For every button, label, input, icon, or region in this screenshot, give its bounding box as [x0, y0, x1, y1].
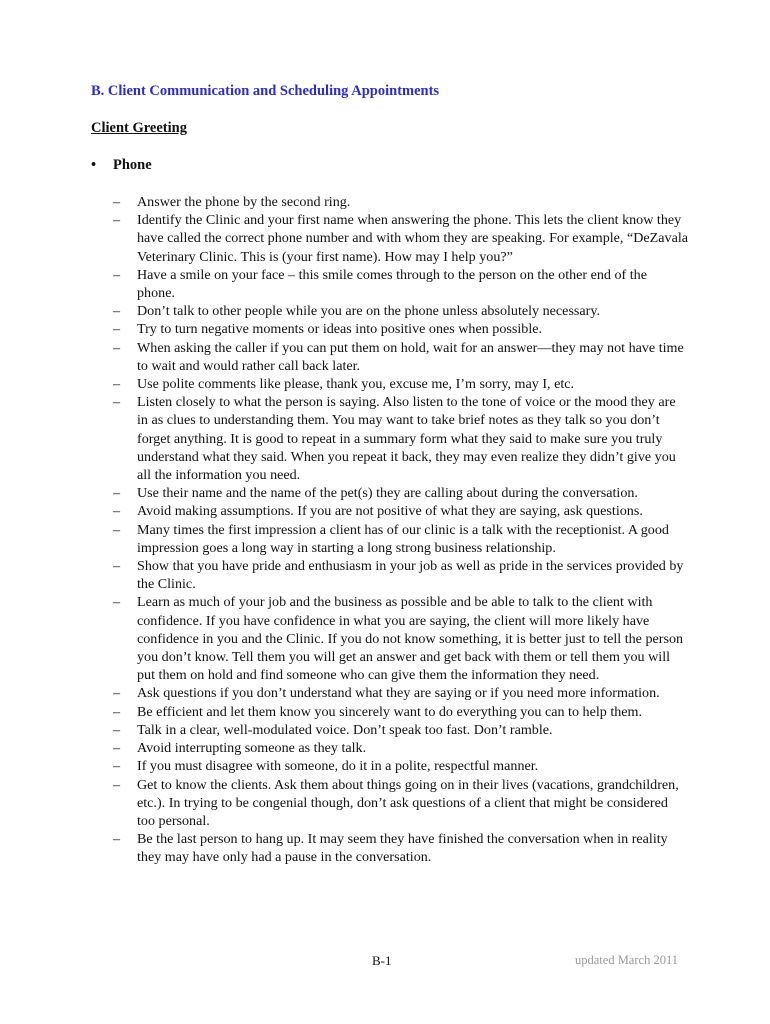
- list-item-text: Avoid interrupting someone as they talk.: [137, 740, 367, 757]
- dash-icon: –: [113, 721, 121, 738]
- list-item: [113, 211, 688, 266]
- updated-date: updated March 2011: [575, 953, 678, 967]
- list-item-text: Try to turn negative moments or ideas into positive ones when possible.: [137, 321, 543, 338]
- dash-icon: –: [113, 394, 121, 411]
- list-item: [113, 193, 688, 211]
- dash-icon: –: [113, 212, 121, 229]
- list-item: [113, 302, 688, 320]
- dash-icon: –: [113, 194, 121, 210]
- list-item-text: Use polite comments like please, thank you, excuse me, I’m sorry, may I, etc.: [137, 376, 575, 393]
- list-item: [113, 830, 688, 866]
- dash-icon: –: [113, 776, 121, 793]
- list-item: [113, 557, 688, 593]
- list-item-text: Identify the Clinic and your first name when answering the phone. This lets the client know they have called the correct phone number and with whom they are speaking. For example, “DeZavala Veterinary Clinic. This is (your first name). How may I help you?”: [137, 212, 689, 265]
- list-item-text: Use their name and the name of the pet(s) they are calling about during the conversation.: [137, 485, 638, 502]
- dash-icon: –: [113, 521, 121, 538]
- topic-phone: [91, 157, 152, 174]
- list-item: [113, 703, 688, 721]
- list-item-text: Learn as much of your job and the business as possible and be able to talk to the client with confidence. If you have confidence in what you are saying, the client will more likely have confidence in you and the Clinic. If you do not know something, it is better just to tell the person you don’t know. Tell them you will get an answer and get back with them or tell them you will put them on hold and find someone who can give them the information they need.: [137, 594, 684, 684]
- bullet-icon: •: [91, 157, 97, 173]
- list-item-text: Listen closely to what the person is saying. Also listen to the tone of voice or the mood they are in as clues to understanding them. You may want to take brief notes as they talk so you don’t forget anything. It is good to repeat in a summary form what they said to make sure you truly understand what they said. When you repeat it back, they may even realize they didn’t give you all the information you need.: [137, 394, 676, 484]
- dash-icon: –: [113, 503, 121, 520]
- topic-label: Phone: [113, 157, 152, 173]
- section-title: B. Client Communication and Scheduling Appointments: [91, 83, 440, 99]
- dash-icon: –: [113, 321, 121, 338]
- list-item: [113, 721, 688, 739]
- list-item-text: Get to know the clients. Ask them about things going on in their lives (vacations, grandchildren, etc.). In trying to be congenial though, don’t ask questions of a client that might be considered too personal.: [137, 776, 679, 829]
- list-item-text: Ask questions if you don’t understand what they are saying or if you need more information.: [137, 685, 660, 702]
- dash-icon: –: [113, 485, 121, 502]
- list-item: [113, 484, 688, 502]
- list-item: [113, 266, 688, 302]
- list-item: [113, 593, 688, 684]
- dash-icon: –: [113, 558, 121, 575]
- dash-icon: –: [113, 266, 121, 283]
- dash-icon: –: [113, 339, 121, 356]
- dash-icon: –: [113, 303, 121, 320]
- list-item: [113, 339, 688, 375]
- dash-icon: –: [113, 703, 121, 720]
- list-item-text: When asking the caller if you can put them on hold, wait for an answer—they may not have time to wait and would rather call back later.: [137, 339, 684, 374]
- list-item: [113, 375, 688, 393]
- list-item-text: Answer the phone by the second ring.: [137, 194, 351, 210]
- dash-icon: –: [113, 376, 121, 393]
- list-item: [113, 757, 688, 775]
- dash-icon: –: [113, 685, 121, 702]
- list-item: [113, 776, 688, 831]
- list-item-text: Talk in a clear, well-modulated voice. Don’t speak too fast. Don’t ramble.: [137, 721, 553, 738]
- list-item: [113, 502, 688, 520]
- list-item-text: Show that you have pride and enthusiasm in your job as well as pride in the services provided by the Clinic.: [137, 558, 684, 593]
- list-item-text: Many times the first impression a client has of our clinic is a talk with the receptionist. A good impression goes a long way in starting a long strong business relationship.: [137, 521, 669, 556]
- page-number: B-1: [372, 953, 392, 968]
- dash-icon: –: [113, 740, 121, 757]
- guideline-list: [113, 193, 688, 867]
- sub-heading-client-greeting: Client Greeting: [91, 120, 187, 136]
- dash-icon: –: [113, 831, 121, 848]
- list-item: [113, 521, 688, 557]
- list-item-text: Be efficient and let them know you sincerely want to do everything you can to help them.: [137, 703, 643, 720]
- list-item: [113, 320, 688, 338]
- dash-icon: –: [113, 758, 121, 775]
- list-item: [113, 739, 688, 757]
- list-item-text: If you must disagree with someone, do it in a polite, respectful manner.: [137, 758, 539, 775]
- list-item-text: Don’t talk to other people while you are on the phone unless absolutely necessary.: [137, 303, 601, 320]
- list-item-text: Avoid making assumptions. If you are not positive of what they are saying, ask questions.: [137, 503, 643, 520]
- dash-icon: –: [113, 594, 121, 611]
- list-item: [113, 393, 688, 484]
- list-item-text: Have a smile on your face – this smile comes through to the person on the other end of the phone.: [137, 266, 647, 302]
- list-item: [113, 684, 688, 702]
- list-item-text: Be the last person to hang up. It may seem they have finished the conversation when in reality they may have only had a pause in the conversation.: [137, 831, 668, 866]
